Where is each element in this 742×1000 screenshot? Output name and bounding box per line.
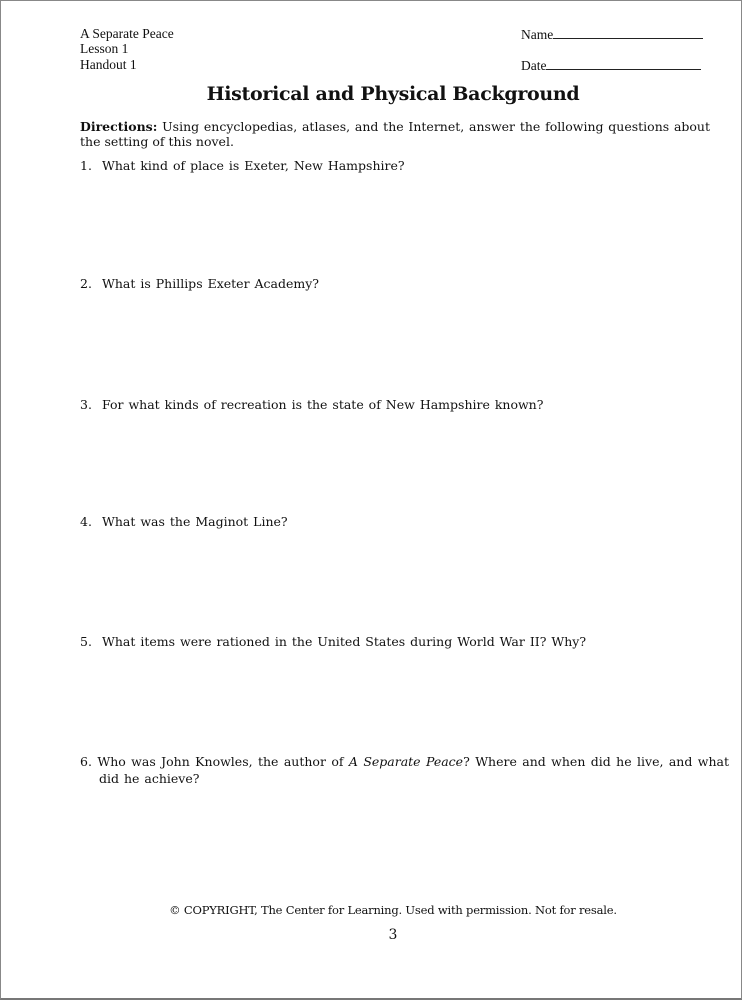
date-field[interactable] — [521, 57, 701, 74]
question-number: 5. — [80, 634, 92, 649]
name-blank-line[interactable] — [553, 26, 703, 39]
question-number: 4. — [80, 514, 92, 529]
question-number: 3. — [80, 397, 92, 412]
directions-label: Directions: — [80, 119, 158, 134]
question-text: What kind of place is Exeter, New Hampshire? — [102, 158, 405, 173]
book-title: A Separate Peace — [80, 26, 174, 41]
name-field[interactable] — [521, 26, 703, 43]
directions — [80, 119, 710, 149]
question-2 — [80, 275, 710, 292]
question-4 — [80, 513, 710, 530]
lesson-label: Lesson 1 — [80, 41, 129, 56]
name-label: Name — [521, 27, 554, 42]
question-6 — [80, 753, 729, 787]
question-text: Who was John Knowles, the author of — [97, 754, 349, 769]
question-text: What items were rationed in the United States during World War II? Why? — [102, 634, 587, 649]
question-number: 6. — [80, 754, 92, 769]
handout-label: Handout 1 — [80, 57, 137, 72]
question-text-continued: ? Where and when did he live, and what did he achieve? — [99, 754, 729, 786]
date-label: Date — [521, 58, 547, 73]
question-text: For what kinds of recreation is the state of New Hampshire known? — [102, 397, 544, 412]
copyright-notice: © COPYRIGHT, The Center for Learning. Used with permission. Not for resale. — [169, 903, 617, 917]
question-number: 1. — [80, 158, 92, 173]
page-title: Historical and Physical Background — [206, 83, 580, 105]
question-text: What was the Maginot Line? — [102, 514, 288, 529]
question-3 — [80, 396, 710, 413]
question-text: What is Phillips Exeter Academy? — [102, 276, 320, 291]
directions-text: Using encyclopedias, atlases, and the Internet, answer the following questions about the setting of this novel. — [80, 119, 710, 149]
question-5 — [80, 633, 710, 650]
question-number: 2. — [80, 276, 92, 291]
date-blank-line[interactable] — [546, 57, 701, 70]
book-title-italic: A Separate Peace — [348, 754, 464, 769]
page-number: 3 — [388, 927, 398, 943]
question-1 — [80, 157, 710, 174]
